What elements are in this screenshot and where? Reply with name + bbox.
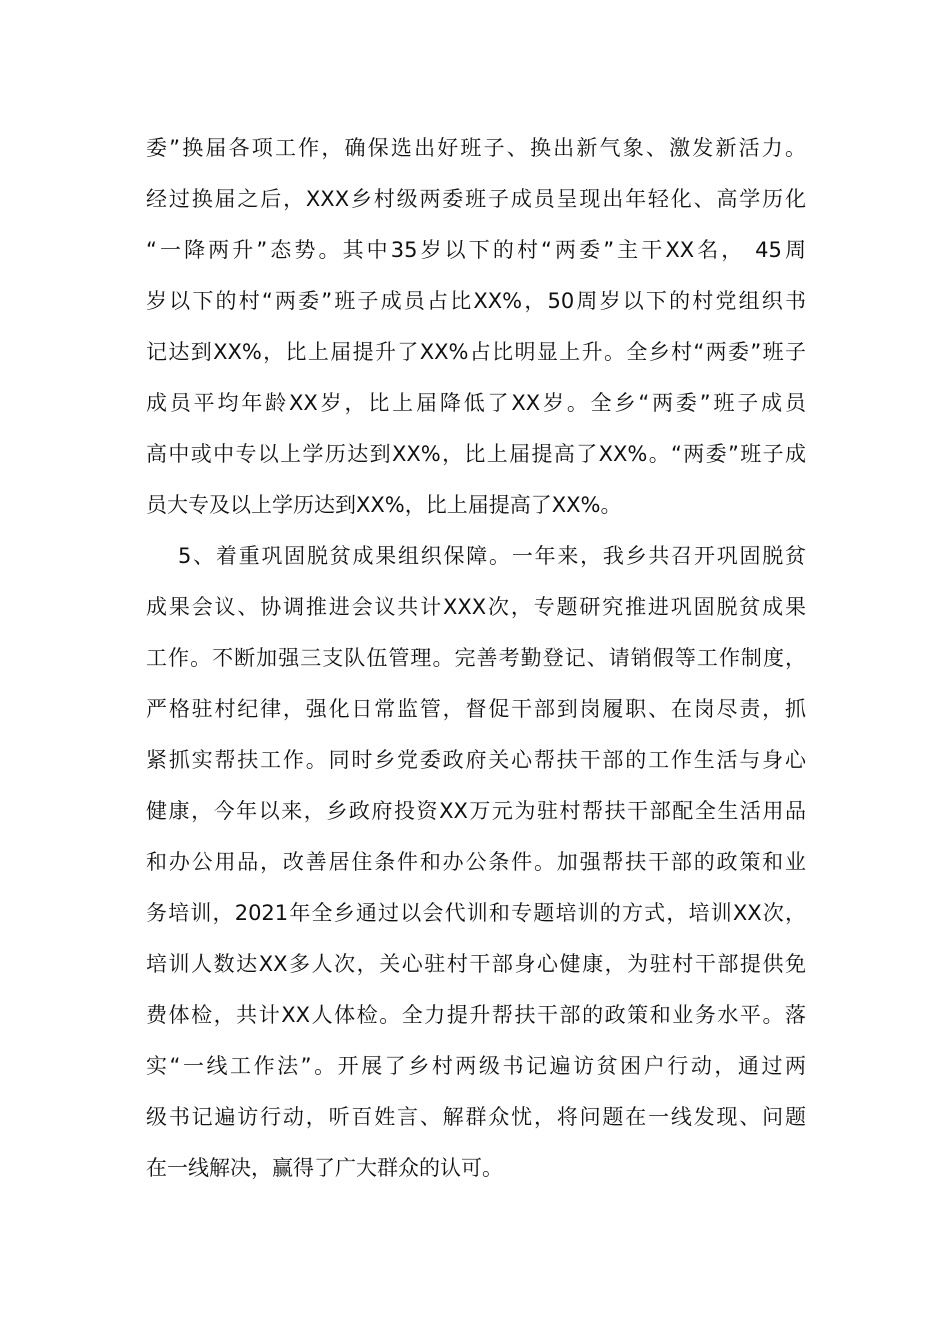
- text-line: 员大专及以上学历达到XX%，比上届提高了XX%。: [146, 493, 622, 517]
- text-line: 在一线解决，赢得了广大群众的认可。: [146, 1156, 503, 1180]
- text-line: 工作。不断加强三支队伍管理。完善考勤登记、请销假等工作制度，: [146, 646, 806, 670]
- text-line: 岁以下的村“两委”班子成员占比XX%，50周岁以下的村党组织书: [146, 289, 806, 313]
- text-line: 记达到XX%，比上届提升了XX%占比明显上升。全乡村“两委”班子: [146, 340, 806, 364]
- text-line: 委”换届各项工作，确保选出好班子、换出新气象、激发新活力。: [146, 136, 806, 160]
- text-line: 和办公用品，改善居住条件和办公条件。加强帮扶干部的政策和业: [146, 850, 806, 874]
- text-line: 级书记遍访行动，听百姓言、解群众忧，将问题在一线发现、问题: [146, 1105, 806, 1129]
- text-line: 实“一线工作法”。开展了乡村两级书记遍访贫困户行动，通过两: [146, 1054, 806, 1078]
- text-line: 经过换届之后，XXX乡村级两委班子成员呈现出年轻化、高学历化: [146, 187, 806, 211]
- text-line: 严格驻村纪律，强化日常监管，督促干部到岗履职、在岗尽责，抓: [146, 697, 806, 721]
- paragraph-heading-line: 5、着重巩固脱贫成果组织保障。一年来，我乡共召开巩固脱贫: [178, 544, 806, 568]
- text-line: 成果会议、协调推进会议共计XXX次，专题研究推进巩固脱贫成果: [146, 595, 806, 619]
- text-line: 务培训，2021年全乡通过以会代训和专题培训的方式，培训XX次，: [146, 901, 806, 925]
- text-line: 培训人数达XX多人次，关心驻村干部身心健康，为驻村干部提供免: [146, 952, 806, 976]
- text-line: “一降两升”态势。其中35岁以下的村“两委”主干XX名， 45周: [146, 238, 806, 262]
- text-line: 费体检，共计XX人体检。全力提升帮扶干部的政策和业务水平。落: [146, 1003, 806, 1027]
- text-line: 高中或中专以上学历达到XX%，比上届提高了XX%。“两委”班子成: [146, 442, 806, 466]
- text-line: 紧抓实帮扶工作。同时乡党委政府关心帮扶干部的工作生活与身心: [146, 748, 806, 772]
- text-line: 成员平均年龄XX岁，比上届降低了XX岁。全乡“两委”班子成员: [146, 391, 806, 415]
- text-line: 健康，今年以来，乡政府投资XX万元为驻村帮扶干部配全生活用品: [146, 799, 806, 823]
